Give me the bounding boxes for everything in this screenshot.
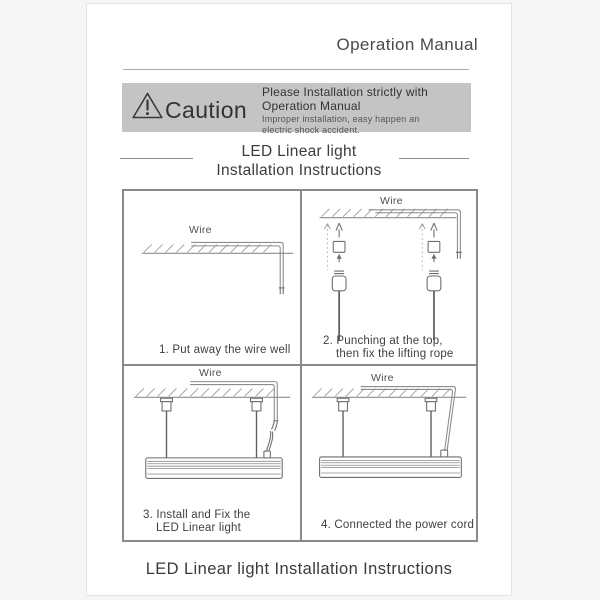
caution-strict-line2: Operation Manual: [262, 98, 361, 113]
caution-label: Caution: [165, 97, 248, 123]
panel-step4: [302, 366, 476, 540]
lifting-rope-right: [419, 223, 441, 340]
wire-line-inner: [191, 246, 280, 288]
wire-line-outer: [368, 210, 460, 253]
wire-line-outer: [191, 242, 283, 287]
panel-step2: [302, 191, 476, 364]
section-heading-line1: LED Linear light: [241, 143, 357, 160]
step2-caption-line1: 2. Punching at the top,: [323, 335, 443, 347]
wire-label: Wire: [189, 224, 212, 236]
step4-caption-line1: 4. Connected the power cord: [321, 518, 475, 531]
power-plug: [264, 451, 270, 458]
step4-drawing: [302, 366, 476, 540]
wire-label: Wire: [199, 367, 222, 379]
caution-label-group: [131, 91, 247, 125]
wire-label: Wire: [380, 195, 403, 207]
section-heading: [87, 142, 511, 180]
step3-caption-line2: LED Linear light: [156, 521, 242, 534]
step3-caption: [143, 510, 250, 534]
caution-note-line1: Improper installation, easy happen an: [262, 114, 420, 124]
panel-step1: [124, 191, 300, 364]
header-divider: [123, 69, 469, 70]
caution-strict-line1: Please Installation strictly with: [262, 85, 428, 99]
wire-line-inner: [375, 213, 457, 253]
manual-page: [86, 3, 512, 596]
footer-title: LED Linear light Installation Instructions: [145, 560, 453, 578]
ceiling-mount-right: [251, 398, 263, 458]
step2-caption: [323, 336, 454, 360]
wire-end-connector: [456, 252, 462, 258]
ceiling-mount-left: [161, 398, 173, 458]
step3-caption-line1: 3. Install and Fix the: [143, 509, 251, 521]
ceiling-mount-right: [425, 398, 437, 457]
wire-line-outer: [361, 387, 456, 451]
panel-step3: [124, 366, 300, 540]
warning-triangle-icon: [131, 91, 164, 125]
caution-note-line2: electric shock accident.: [262, 125, 360, 135]
step1-caption-line1: 1. Put away the wire well: [159, 343, 291, 356]
lifting-rope-left: [324, 223, 346, 340]
section-heading-line2: Installation Instructions: [216, 162, 382, 179]
step1-drawing: [124, 191, 300, 364]
wire-line-inner: [361, 389, 453, 450]
wire-end-fork: [272, 421, 279, 431]
wire-line-outer: [190, 382, 277, 421]
wire-end-connector: [279, 288, 285, 294]
wire-label: Wire: [371, 372, 394, 384]
caution-text-block: [262, 86, 428, 135]
step1-caption: [159, 345, 291, 358]
caution-box: [122, 83, 471, 135]
instruction-grid: [122, 189, 478, 542]
step2-caption-line2: then fix the lifting rope: [336, 347, 454, 360]
ceiling-mount-left: [337, 398, 349, 457]
step4-caption: [321, 520, 474, 533]
loose-power-cord: [266, 431, 272, 451]
ceiling-hatching: [136, 388, 274, 396]
connected-power-plug: [441, 450, 448, 457]
page-title: Operation Manual: [336, 35, 478, 54]
